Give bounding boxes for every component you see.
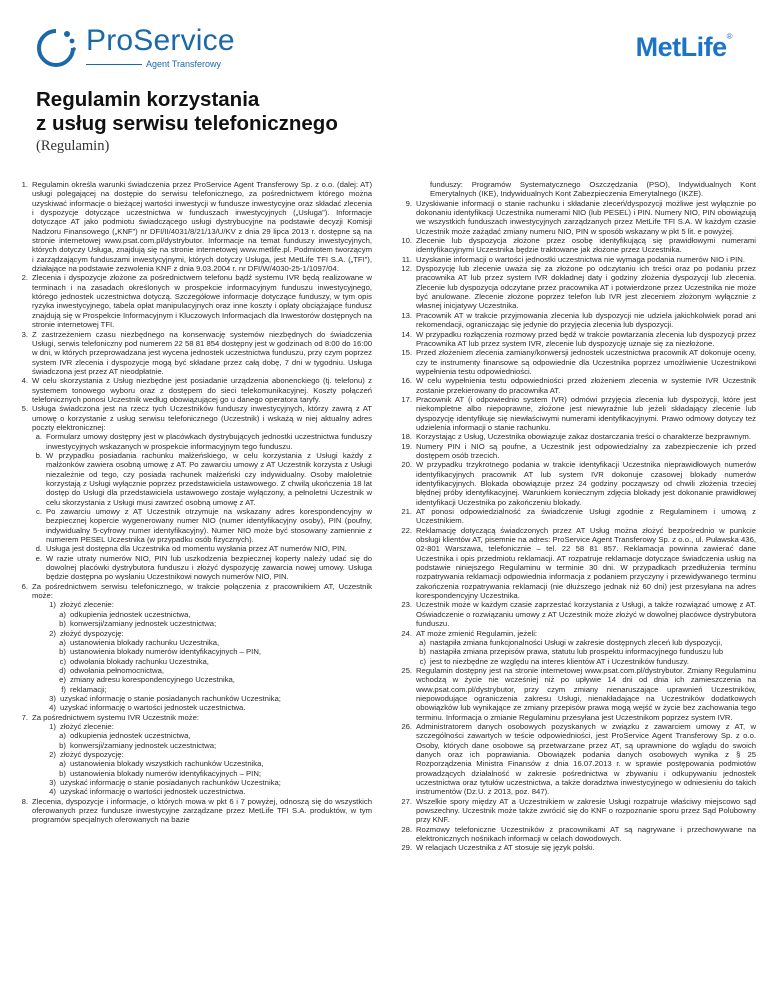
proservice-logo-icon <box>36 28 78 68</box>
clause-item <box>396 460 756 507</box>
clause-text: ustanowienia blokady numerów identyfikacyjnych – PIN, <box>70 647 262 657</box>
clause-number: d. <box>35 544 42 554</box>
clause-number: 4) <box>49 703 56 713</box>
clause-text: Uczestnik może w każdym czasie zaprzestać korzystania z Usługi, a także rozwiązać umowę z AT. Oświadczenie o rozwiązaniu umowy z AT Uczestnik może złożyć w dowolnej placówce dystrybutora funduszu. <box>416 600 756 629</box>
clause-number: b. <box>35 450 42 460</box>
clause-text: Za pośrednictwem serwisu telefonicznego, w trakcie połączenia z pracownikiem AT, Uczestnik może: <box>32 581 372 601</box>
clause-item <box>396 638 756 647</box>
clause-number: 3) <box>49 778 56 787</box>
clause-number: 9. <box>405 198 412 208</box>
clause-item <box>396 348 756 376</box>
clause-number: b) <box>59 619 66 629</box>
clause-text: Administratorem danych osobowych pozyskanych w związku z zawarciem umowy z AT, w szczególności zawartych w teście odpowiedniości, jest ProService Agent Transferowy Sp. z o.o. Osoby, których dane osobowe są przetwarzane przez AT, są uprawnione do wglądu do swoich danych oraz ich poprawiania. Obowiązek podania danych osobowych wynika z § 25 Rozporządzenia Ministra Finansów z dnia 16.07.2013 r. w sprawie postępowania podmiotów prowadzących działalność w zakresie pośrednictwa w zbywaniu i odkupywaniu jednostek uczestnictwa oraz tytułów uczestnictwa, a także doradztwa inwestycyjnego w odniesieniu do takich instrumentów (Dz.U. z 2013, poz. 847). <box>416 721 756 797</box>
clause-item <box>12 703 372 712</box>
clause-number: c) <box>59 656 66 666</box>
clause-item <box>396 255 756 264</box>
clause-text: Po zawarciu umowy z AT Uczestnik otrzymuje na wskazany adres korespondencyjny w bezpiecznej kopercie wygenerowany numer NIO (numer identyfikacyjny osoby), PIN (poufny, indywidualny 5-cyfrowy numer identyfikacyjny). Numer NIO może być stosowany zamiennie z numerem PESEL Uczestnika (w przypadku osób fizycznych). <box>46 507 372 545</box>
clause-item <box>12 554 372 582</box>
clause-item <box>12 273 372 329</box>
clause-number: 11. <box>401 254 412 264</box>
clause-number: a. <box>35 432 42 442</box>
clause-item <box>12 713 372 722</box>
clause-number: 5. <box>21 404 28 414</box>
clause-number: a) <box>59 637 66 647</box>
clause-number: 27. <box>401 796 412 806</box>
clause-number: a) <box>419 637 426 647</box>
proservice-name: ProService <box>86 24 235 57</box>
clause-text: Formularz umowy dostępny jest w placówkach dystrybujących jednostki uczestnictwa funduszy inwestycyjnych wskazanych w prospekcie informacyjnym tego funduszu. <box>46 432 372 451</box>
clause-item <box>396 526 756 601</box>
clause-text: Zlecenie lub dyspozycja złożone przez osobę identyfikującą się prawidłowymi numerami identyfikacyjnymi Uczestnika będzie traktowane jak złożone przez Uczestnika. <box>416 236 756 255</box>
clause-text: zmiany adresu korespondencyjnego Uczestnika, <box>70 675 235 685</box>
clause-text: konwersji/zamiany jednostek uczestnictwa; <box>70 740 217 750</box>
clause-item <box>396 629 756 638</box>
clause-item <box>12 451 372 507</box>
page-header <box>36 26 732 70</box>
clause-text: Dyspozycję lub zlecenie uważa się za złożone po odczytaniu ich treści oraz po podaniu przez pracownika AT lub przez system IVR dokładnej daty i godziny złożenia dyspozycji lub zlecenia. Zlecenie lub dyspozycja odczytane przez pracownika AT i potwierdzone przez Uczestnika nie może być anulowane. Zlecenie złożone poprzez telefon lub IVR jest zleceniem złożonym wyłącznie z własnej inicjatywy Uczestnika. <box>416 264 756 311</box>
clause-text: Przed złożeniem zlecenia zamiany/konwersji jednostek uczestnictwa pracownik AT dokonuje oceny, czy te instrumenty finansowe są odpowiednie dla Uczestnika poprzez umożliwienie Uczestnikowi wypełnienia testu odpowiedniości. <box>416 348 756 376</box>
clause-item <box>12 750 372 759</box>
clause-item <box>396 797 756 825</box>
clause-number: 3. <box>21 329 28 339</box>
clause-number: 24. <box>401 628 412 638</box>
clause-text: złożyć dyspozycję: <box>60 628 124 638</box>
clause-text: AT może zmienić Regulamin, jeżeli: <box>416 628 538 638</box>
clause-item <box>12 432 372 451</box>
clause-text: W przypadku rozłączenia rozmowy przed będź w trakcie powtarzania zlecenia lub dyspozycji przez Pracownika AT lub przez system IVR, zlecenie lub dyspozycję uznaje się za niezłożone. <box>416 329 756 348</box>
clause-number: 2) <box>49 749 56 759</box>
clause-text: Korzystając z Usług, Uczestnika obowiązuje zakaz dostarczania treści o charakterze bezprawnym. <box>416 432 751 442</box>
clause-text: Wszelkie spory między AT a Uczestnikiem w zakresie Usługi rozpatruje właściwy miejscowo sąd powszechny. Uczestnik może także zwrócić się do KNF o rozpoznanie sporu przez Sąd Polubowny przy KNF. <box>416 796 756 825</box>
clause-item <box>396 311 756 330</box>
clause-item <box>396 507 756 526</box>
clause-text: Uzyskanie informacji o wartości jednostki uczestnictwa nie wymaga podania numerów NIO i PIN. <box>416 254 745 264</box>
clause-number: 6. <box>21 581 28 591</box>
clause-text: W celu skorzystania z Usług niezbędne jest posiadanie urządzenia abonenckiego (tj. telefonu) z systemem tonowego wyboru oraz z dostępem do sieci telekomunikacyjnej. Koszty połączeń telefonicznych ponosi Uczestnik według obowiązującej go u danego operatora taryfy. <box>32 376 372 404</box>
clause-text: Pracownik AT (i odpowiednio system IVR) odmówi przyjęcia zlecenia lub dyspozycji, które jest niekompletne albo niepoprawne, złożone jest niewyraźnie lub jeżeli składający zlecenie lub dyspozycję identyfikuje się niewłaściwymi numerami identyfikacyjnymi. Prawo odmowy dotyczy też udzielenia informacji o stanie rachunku. <box>416 394 756 432</box>
clause-item <box>396 843 756 852</box>
proservice-tagline: Agent Transferowy <box>146 59 222 69</box>
clause-text: uzyskać informację o wartości jednostek uczestnictwa. <box>60 787 246 797</box>
clause-item <box>396 657 756 666</box>
clause-text: Z zastrzeżeniem czasu niezbędnego na konserwację systemów niezbędnych do świadczenia Usługi, serwis telefoniczny pod numerem 22 58 81 854 dostępny jest w godzinach od 8:00 do 16:00 w dni, w których przeprowadzana jest wycena jednostek uczestnictwa funduszu, przy czym poprzez system IVR zlecenia i dyspozycje mogą być składane przez całą dobę, 7 dni w tygodniu. Usługa świadczona jest przez AT nieodpłatnie. <box>32 329 372 376</box>
clause-number: c) <box>419 656 426 666</box>
clause-text: ustanowienia blokady wszystkich rachunków Uczestnika, <box>70 759 264 769</box>
clause-number: a) <box>59 731 66 741</box>
clause-text: W przypadku trzykrotnego podania w trakcie identyfikacji Uczestnika nieprawidłowych numerów identyfikacyjnych pracownik AT lub system IVR dokonuje czasowej blokady numerów identyfikacyjnych. Blokada obowiązuje przez 24 godziny począwszy od chwili złożenia trzeciej błędnej próby identyfikacyjnej. Warunkiem koniecznym zdjęcia blokady jest dokonanie prawidłowej identyfikacji Uczestnika po zakończeniu blokady. <box>416 460 756 507</box>
clause-item <box>12 769 372 778</box>
clause-item <box>12 722 372 731</box>
clause-number: 1. <box>21 180 28 189</box>
clause-number: 7. <box>21 712 28 722</box>
clause-item <box>12 685 372 694</box>
clause-text: W relacjach Uczestnika z AT stosuje się język polski. <box>416 843 595 853</box>
clause-text: odwołania pełnomocnictwa, <box>70 665 165 675</box>
clause-number: 23. <box>401 600 412 610</box>
clause-item <box>396 432 756 441</box>
clause-text: odkupienia jednostek uczestnictwa, <box>70 609 191 619</box>
metlife-registered-mark: ® <box>726 32 732 41</box>
clause-item <box>12 657 372 666</box>
clause-number: 2) <box>49 628 56 638</box>
proservice-logo <box>36 26 236 70</box>
clause-number: b) <box>59 740 66 750</box>
clause-text: złożyć dyspozycję: <box>60 749 124 759</box>
clause-text: W przypadku posiadania rachunku małżeńskiego, w celu korzystania z Usługi każdy z małżonków zawiera osobną umowę z AT. Po zawarciu umowy z AT Uczestnik korzysta z Usługi niezależnie od tego, czy posiada rachunek małżeński czy indywidualny. Osoby małoletnie korzystają z Usługi wyłącznie poprzez przedstawiciela ustawowego. Z chwilą ukończenia 18 lat dostęp do Usługi dla przedstawiciela ustawowego zostaje wyłączony, a pełnoletni Uczestnik w celu skorzystania z Usługi musi zawrzeć osobną umowę z AT. <box>46 450 372 507</box>
clause-item <box>12 610 372 619</box>
clause-number: d) <box>59 665 66 675</box>
document-title <box>36 88 536 136</box>
clause-text: reklamacji; <box>70 684 107 694</box>
clause-text: Regulamin dostępny jest na stronie internetowej www.psat.com.pl/dystrybutor. Zmiany Regulaminu wchodzą w życie nie wcześniej niż po upływie 14 dni od dnia ich zamieszczenia na www.psat.com.pl/dystrybutor, przy czym zmiany nienaruszające uprawnień Uczestników, niepowodujące ograniczenia zakresu Usługi, nienakładające na Uczestników dodatkowych obowiązków lub wynikające ze zmiany przepisów prawa mogą wejść w życie bez zachowania tego terminu. Informacja o zmianie Regulaminu przesyłana jest Uczestnikom poprzez system IVR. <box>416 665 756 722</box>
clause-item <box>12 629 372 638</box>
clause-number: 15. <box>401 348 412 358</box>
clause-item <box>396 825 756 844</box>
clause-item <box>396 180 756 199</box>
clause-number: a) <box>59 759 66 769</box>
clause-number: 2. <box>21 273 28 283</box>
clause-item <box>396 442 756 461</box>
clause-number: 13. <box>401 310 412 320</box>
clause-number: e) <box>59 675 66 685</box>
title-line-1: Regulamin korzystania <box>36 88 260 111</box>
clause-item <box>12 600 372 609</box>
clause-number: b) <box>59 647 66 657</box>
right-column <box>396 180 756 980</box>
clause-item <box>12 544 372 553</box>
clause-item <box>12 694 372 703</box>
clause-number: 28. <box>401 824 412 834</box>
clause-item <box>396 666 756 722</box>
clause-item <box>12 180 372 273</box>
clause-text: uzyskać informację o stanie posiadanych rachunków Uczestnika; <box>60 693 281 703</box>
clause-text: Rozmowy telefoniczne Uczestników z pracownikami AT są nagrywane i przechowywane na elektronicznych nośnikach informacji w celach dowodowych. <box>416 824 756 844</box>
clause-item <box>12 638 372 647</box>
clause-number: b) <box>59 768 66 778</box>
clause-text: ustanowienia blokady numerów identyfikacyjnych – PIN; <box>70 768 262 778</box>
clause-text: nastąpiła zmiana funkcjonalności Usługi w zakresie dostępnych zleceń lub dyspozycji, <box>430 637 723 647</box>
clause-text: odkupienia jednostek uczestnictwa, <box>70 731 191 741</box>
clause-text: złożyć zlecenie: <box>60 721 114 731</box>
clause-text: W celu wypełnienia testu odpowiedniości przed złożeniem zlecenia w systemie IVR Uczestnik zostanie przekierowany do pracownika AT. <box>416 376 756 395</box>
clause-text: Regulamin określa warunki świadczenia przez ProService Agent Transferowy Sp. z o.o. (dalej: AT) usługi polegającej na dostępie do serwisu telefonicznego, za pośrednictwem którego można uzyskiwać informacje o bieżącej wartości inwestycji w fundusze inwestycyjne oraz składać zlecenia i dyspozycje dotyczące uczestnictwa w funduszach inwestycyjnych („Usługa”). Informacje dotyczące AT jako podmiotu świadczącego usługi dystrybucyjne na podstawie decyzji Komisji Nadzoru Finansowego („KNF”) nr DFI/II/4031/8/21/13/U/KV z dnia 29 lipca 2013 r. dostępne są na stronie internetowej www.psat.com.pl/dystrybutor. Informacje na temat funduszy inwestycyjnych, których dotyczy Usługa, znajdują się na stronie internetowej www.metlife.pl. Podmiotem tworzącym i zarządzającym funduszami inwestycyjnymi, których dotyczy Usługa, jest MetLife TFI S.A. („TFI”), działające na podstawie zezwolenia KNF z dnia 9.03.2004 r. nr DFI/W/4030-25-1/1097/04. <box>32 180 372 274</box>
clause-text: Uzyskiwanie informacji o stanie rachunku i składanie zleceń/dyspozycji możliwe jest wyłącznie po dokonaniu identyfikacji Uczestnika numerami NIO (lub PESEL) i PIN. Numery NIO, PIN obowiązują we wszystkich funduszach inwestycyjnych zarządzanych przez MetLife TFI S.A. W każdym czasie Uczestnik może zażądać zmiany numeru NIO, PIN w sposób wskazany w pkt 5 lit. e powyżej. <box>416 198 756 236</box>
clause-number: 18. <box>401 432 412 442</box>
clause-item <box>396 199 756 236</box>
clause-item <box>12 797 372 825</box>
regulations-body <box>12 180 756 980</box>
clause-item <box>396 647 756 656</box>
clause-number: 16. <box>401 376 412 386</box>
clause-number: 22. <box>401 525 412 535</box>
clause-number: a) <box>59 609 66 619</box>
clause-number <box>396 180 430 199</box>
clause-number: f) <box>61 684 66 694</box>
clause-item <box>396 236 756 255</box>
clause-text: W razie utraty numerów NIO, PIN lub uszkodzenia bezpiecznej koperty należy udać się do dowolnej placówki dystrybutora funduszu i złożyć dyspozycję zawarcia nowej umowy. Usługa będzie dostępna po wysłaniu Uczestnikowi nowych numerów NIO, PIN. <box>46 553 372 582</box>
metlife-logo <box>636 32 732 63</box>
clause-number: 17. <box>401 394 412 404</box>
clause-item <box>12 787 372 796</box>
clause-item <box>12 507 372 544</box>
clause-item <box>12 778 372 787</box>
clause-text: nastąpiła zmiana przepisów prawa, statutu lub prospektu informacyjnego funduszu lub <box>430 647 724 657</box>
clause-number: 29. <box>401 843 412 853</box>
clause-item <box>12 759 372 768</box>
clause-number: 10. <box>401 236 412 246</box>
clause-item <box>12 647 372 656</box>
clause-item <box>12 666 372 675</box>
clause-text: konwersji/zamiany jednostek uczestnictwa; <box>70 619 217 629</box>
clause-number: 4) <box>49 787 56 797</box>
metlife-name: MetLife <box>635 32 727 62</box>
clause-text: Numery PIN i NIO są poufne, a Uczestnik jest odpowiedzialny za zabezpieczenie ich przed dostępem osób trzecich. <box>416 441 756 460</box>
clause-item <box>12 731 372 740</box>
clause-item <box>12 619 372 628</box>
clause-number: e. <box>35 553 42 563</box>
clause-number: 25. <box>401 665 412 675</box>
clause-number: 12. <box>401 264 412 274</box>
clause-item <box>12 582 372 601</box>
clause-item <box>396 264 756 311</box>
clause-text: Pracownik AT w trakcie przyjmowania zlecenia lub dyspozycji nie udziela jakichkolwiek porad ani rekomendacji, ograniczając się jedynie do przyjęcia zlecenia lub dyspozycji. <box>416 310 756 330</box>
title-line-2: z usług serwisu telefonicznego <box>36 112 338 135</box>
clause-text: odwołania blokady rachunku Uczestnika, <box>70 656 209 666</box>
left-column <box>12 180 372 980</box>
clause-text: Za pośrednictwem systemu IVR Uczestnik może: <box>32 712 200 722</box>
clause-number: 3) <box>49 693 56 703</box>
clause-number: 21. <box>401 507 412 517</box>
clause-item <box>396 600 756 628</box>
clause-number: 1) <box>49 600 56 610</box>
clause-item <box>396 395 756 432</box>
clause-text: uzyskać informację o wartości jednostek uczestnictwa. <box>60 703 246 713</box>
clause-text: ustanowienia blokady rachunku Uczestnika, <box>70 637 220 647</box>
clause-text: Zlecenia, dyspozycje i informacje, o których mowa w pkt 6 i 7 powyżej, odnoszą się do wszystkich oferowanych przez fundusze inwestycyjne zarządzane przez MetLife TFI S.A. produktów, w tym programów specjalnych oferowanych na bazie <box>32 796 372 825</box>
clause-item <box>12 404 372 432</box>
clause-text: funduszy: Programów Systematycznego Oszczędzania (PSO), Indywidualnych Kont Emerytalnych (IKE), Indywidualnych Kont Zabezpieczenia Emerytalnego (IKZE). <box>430 180 756 199</box>
clause-item <box>396 376 756 395</box>
clause-text: jest to niezbędne ze względu na interes klientów AT i Uczestników funduszy. <box>430 656 689 666</box>
clause-item <box>12 376 372 404</box>
clause-item <box>396 722 756 797</box>
clause-text: Reklamację dotyczącą świadczonych przez AT Usług można złożyć bezpośrednio w punkcie obsługi klientów AT, pisemnie na adres: ProService Agent Transferowy Sp. z o.o., ul. Puławska 436, 02-801 Warszawa, telefonicznie – tel. 22 58 81 857. Reklamacja powinna zawierać dane Uczestnika i opis przedmiotu reklamacji. AT rozpatruje reklamacje dotyczące świadczenia usług na podstawie niniejszego Regulaminu w terminie 30 dni. W przypadkach przedłużenia terminu rozpatrywania reklamacji odpowiednia informacja z podaniem przyczyny i przewidywanego terminu zakończenia rozpatrywania reklamacji (nie dłuższego jednak niż 60 dni) jest przesyłana na adres korespondencyjny Uczestnika. <box>416 525 756 601</box>
clause-text: Usługa jest dostępna dla Uczestnika od momentu wysłania przez AT numerów NIO, PIN. <box>46 544 347 554</box>
clause-text: Usługa świadczona jest na rzecz tych Uczestników funduszy inwestycyjnych, którzy zawrą z AT umowę o korzystanie z usług serwisu telefonicznego (Uczestnik) i wskażą w niej aktualny adres poczty elektronicznej: <box>32 404 372 432</box>
clause-number: b) <box>419 647 426 657</box>
clause-item <box>396 330 756 349</box>
clause-text: złożyć zlecenie: <box>60 600 114 610</box>
clause-number: 8. <box>21 796 28 806</box>
clause-number: c. <box>36 507 42 517</box>
tagline-rule <box>86 64 142 65</box>
clause-number: 20. <box>401 460 412 470</box>
clause-text: Zlecenia i dyspozycje złożone za pośrednictwem telefonu bądź systemu IVR będą realizowane w terminach i na zasadach określonych w prospekcie informacyjnym funduszu inwestycyjnego, którego jednostek uczestnictwa dotyczą. Szczegółowe informacje dotyczące funduszy, w tym opis ryzyka inwestycyjnego, tabela opłat manipulacyjnych oraz inne koszty i opłaty obciążające fundusz znajdują się w Prospekcie Informacyjnym i Kluczowych Informacjach dla Inwestorów dostępnych na stronie internetowej TFI. <box>32 273 372 330</box>
clause-number: 14. <box>401 329 412 339</box>
clause-item <box>12 675 372 684</box>
clause-number: 19. <box>401 441 412 451</box>
clause-number: 1) <box>49 721 56 731</box>
clause-number: 26. <box>401 721 412 731</box>
clause-item <box>12 741 372 750</box>
clause-text: uzyskać informację o stanie posiadanych rachunków Uczestnika; <box>60 778 281 787</box>
document-subtitle: (Regulamin) <box>36 138 110 154</box>
clause-text: AT ponosi odpowiedzialność za świadczenie Usługi zgodnie z Regulaminem i umową z Uczestnikiem. <box>416 507 756 526</box>
clause-number: 4. <box>21 376 28 386</box>
clause-item <box>12 330 372 377</box>
